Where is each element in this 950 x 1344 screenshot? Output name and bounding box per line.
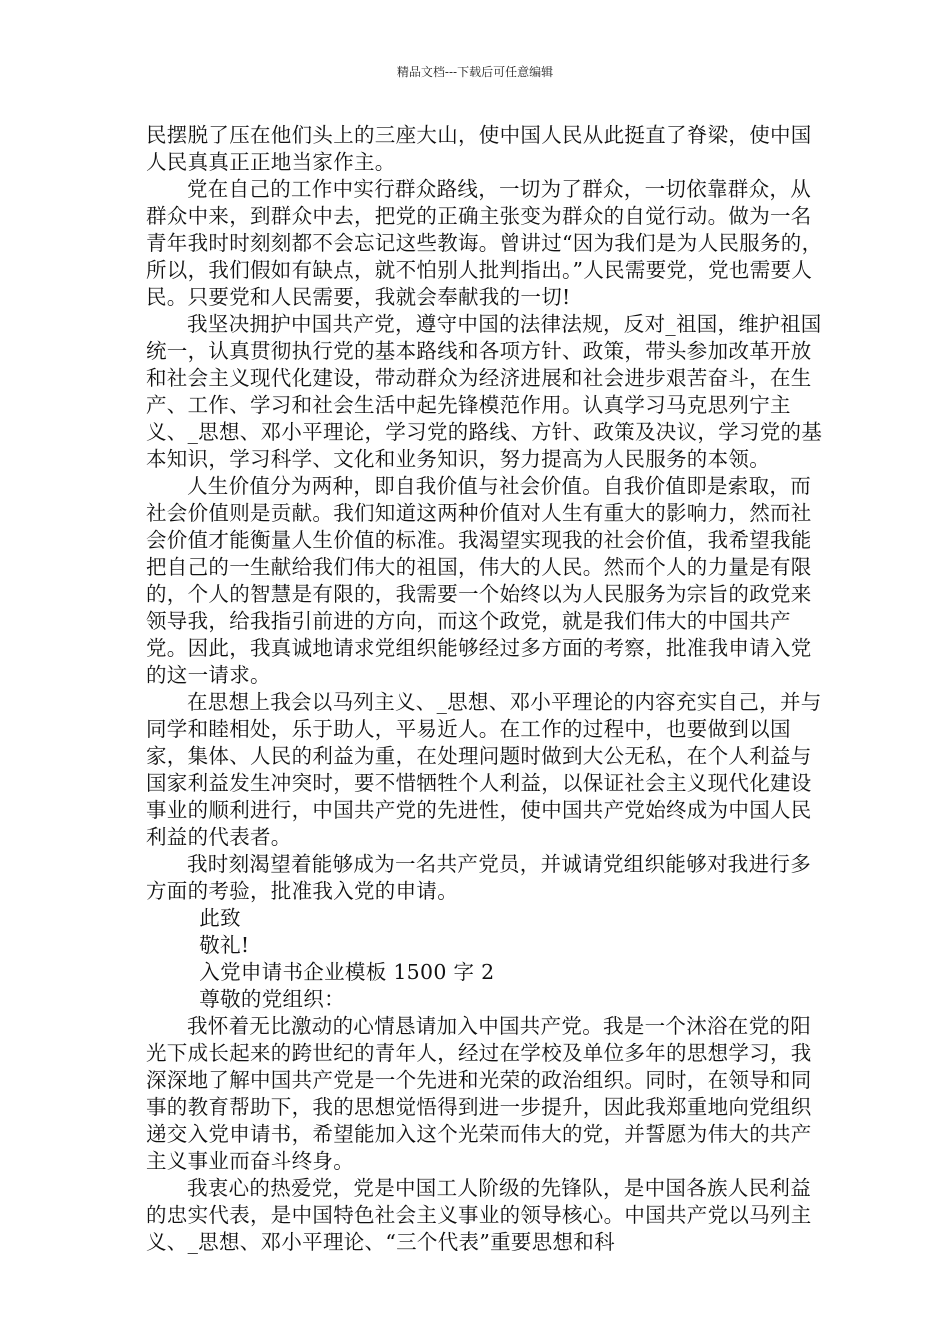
document-body — [146, 122, 826, 1256]
page-header: 精品文档---下载后可任意编辑 — [396, 65, 554, 79]
paragraph-continued: 民摆脱了压在他们头上的三座大山，使中国人民从此挺直了脊梁，使中国人民真真正正地当家作主。 — [146, 123, 812, 174]
closing-ci-zhi: 此致 — [199, 906, 241, 930]
paragraph-ideology: 在思想上我会以马列主义、_思想、邓小平理论的内容充实自己，并与同学和睦相处，乐于助人，平易近人。在工作的过程中，也要做到以国家，集体、人民的利益为重，在处理问题时做到大公无私，在个人利益与国家利益发生冲突时，要不惜牺牲个人利益，以保证社会主义现代化建设事业的顺利进行，中国共产党的先进性，使中国共产党始终成为中国人民利益的代表者。 — [146, 690, 822, 849]
salutation: 尊敬的党组织： — [199, 987, 345, 1011]
paragraph-life-value: 人生价值分为两种，即自我价值与社会价值。自我价值即是索取，而社会价值则是贡献。我们知道这两种价值对人生有重大的影响力，然而社会价值才能衡量人生价值的标准。我渴望实现我的社会价值，我希望我能把自己的一生献给我们伟大的祖国，伟大的人民。然而个人的力量是有限的，个人的智慧是有限的，我需要一个始终以为人民服务为宗旨的政党来领导我，给我指引前进的方向，而这个政党，就是我们伟大的中国共产党。因此，我真诚地请求党组织能够经过多方面的考察，批准我申请入党的这一请求。 — [146, 474, 812, 687]
paragraph-mass-line: 党在自己的工作中实行群众路线，一切为了群众，一切依靠群众，从群众中来，到群众中去，把党的正确主张变为群众的自觉行动。做为一名青年我时时刻刻都不会忘记这些教诲。曾讲过“因为我们是为人民服务的，所以，我们假如有缺点，就不怕别人批判指出。”人民需要党，党也需要人民。只要党和人民需要，我就会奉献我的一切! — [146, 177, 823, 309]
paragraph-application: 我怀着无比激动的心情恳请加入中国共产党。我是一个沐浴在党的阳光下成长起来的跨世纪的青年人，经过在学校及单位多年的思想学习，我深深地了解中国共产党是一个先进和光荣的政治组织。同时，在领导和同事的教育帮助下，我的思想觉悟得到进一步提升，因此我郑重地向党组织递交入党申请书，希望能加入这个光荣而伟大的党，并誓愿为伟大的共产主义事业而奋斗终身。 — [146, 1014, 812, 1173]
paragraph-support-party: 我坚决拥护中国共产党，遵守中国的法律法规，反对_祖国，维护祖国统一，认真贯彻执行党的基本路线和各项方针、政策，带头参加改革开放和社会主义现代化建设，带动群众为经济进展和社会进步艰苦奋斗，在生产、工作、学习和社会生活中起先锋模范作用。认真学习马克思列宁主义、_思想、邓小平理论，学习党的路线、方针、政策及决议，学习党的基本知识，学习科学、文化和业务知识，努力提高为人民服务的本领。 — [146, 312, 823, 471]
paragraph-love-party: 我衷心的热爱党，党是中国工人阶级的先锋队，是中国各族人民利益的忠实代表，是中国特色社会主义事业的领导核心。中国共产党以马列主义、_思想、邓小平理论、“三个代表”重要思想和科 — [146, 1176, 812, 1254]
closing-jing-li: 敬礼! — [199, 933, 250, 957]
paragraph-request: 我时刻渴望着能够成为一名共产党员，并诚请党组织能够对我进行多方面的考验，批准我入党的申请。 — [146, 852, 811, 903]
section-title: 入党申请书企业模板 1500 字 2 — [199, 960, 495, 984]
